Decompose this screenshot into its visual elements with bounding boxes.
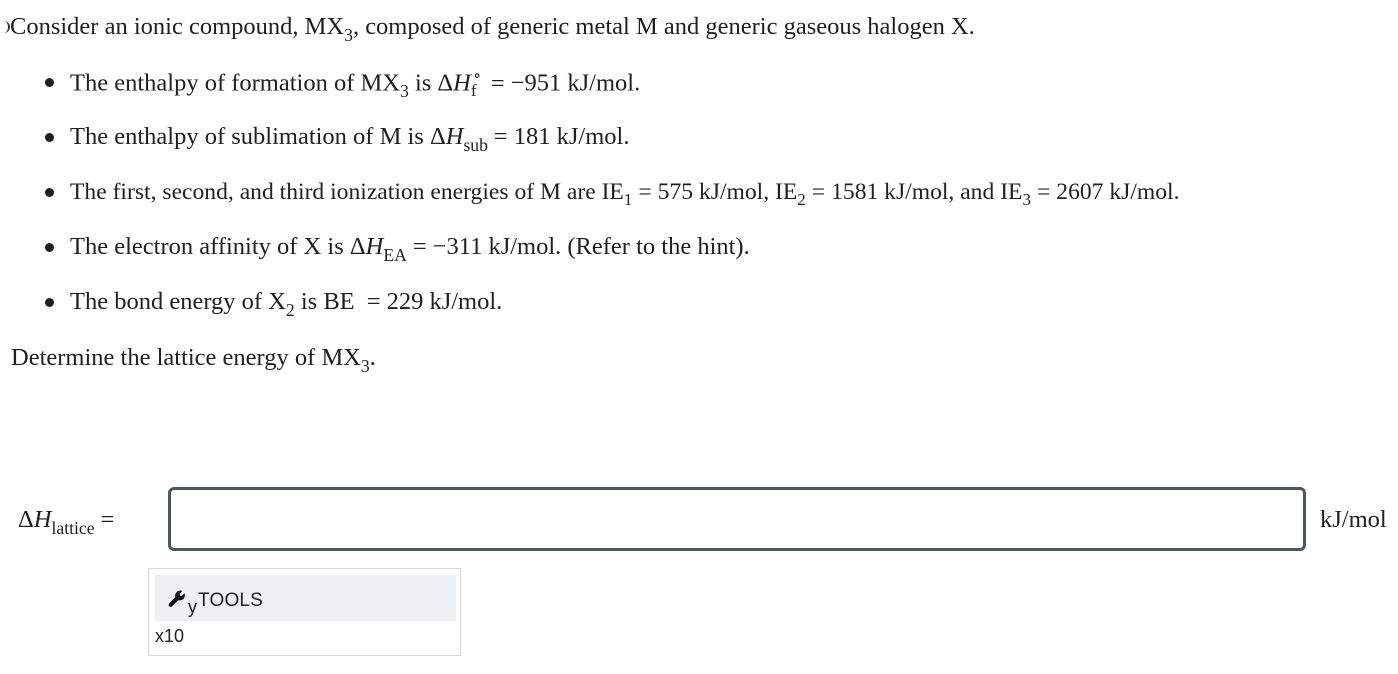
x10-label: x10 [155,626,185,646]
bullet-dot [45,298,54,307]
list-item-electron-affinity: The electron affinity of X is $\Delta H_{EA} = -311$ kJ/mol. (Refer to the hint). [70,233,750,265]
bullet-dot [45,188,54,197]
bullet-dot [45,133,54,142]
bullet-dot [45,243,54,252]
bullet-dot [45,78,54,87]
list-item-bond-energy: The bond energy of $X_2$ is BE = 229 kJ/mol. [70,288,503,320]
list-item-sublimation-enthalpy: The enthalpy of sublimation of M is $\Delta H_{sub} = 181$ kJ/mol. [70,123,630,155]
question-marker [4,21,10,35]
list-item-formation-enthalpy: The enthalpy of formation of $MX_3$ is ΔH ∘ f = −951 kJ/mol. [70,66,641,102]
wrench-icon [167,589,187,609]
lattice-energy-input[interactable] [168,487,1306,551]
question-intro: Consider an ionic compound, $MX_3$, composed of generic metal M and generic gaseous halogen X. [10,11,975,43]
answer-row [0,486,1398,552]
tools-panel [148,568,461,656]
list-item-ionization-energies: The first, second, and third ionization energies of M are $IE_1 = 575$ kJ/mol, $IE_2 = 1581$ kJ/mol, and $IE_3 = 2607$ kJ/mol. [70,179,1180,210]
question-prompt: Determine the lattice energy of $MX_3$. [11,344,376,376]
answer-unit: kJ/mol [1320,506,1387,533]
tools-label: TOOLS [198,590,264,611]
answer-label: $\Delta H_{lattice}$ = [18,506,115,538]
tools-button[interactable]: y TOOLS [155,575,456,621]
